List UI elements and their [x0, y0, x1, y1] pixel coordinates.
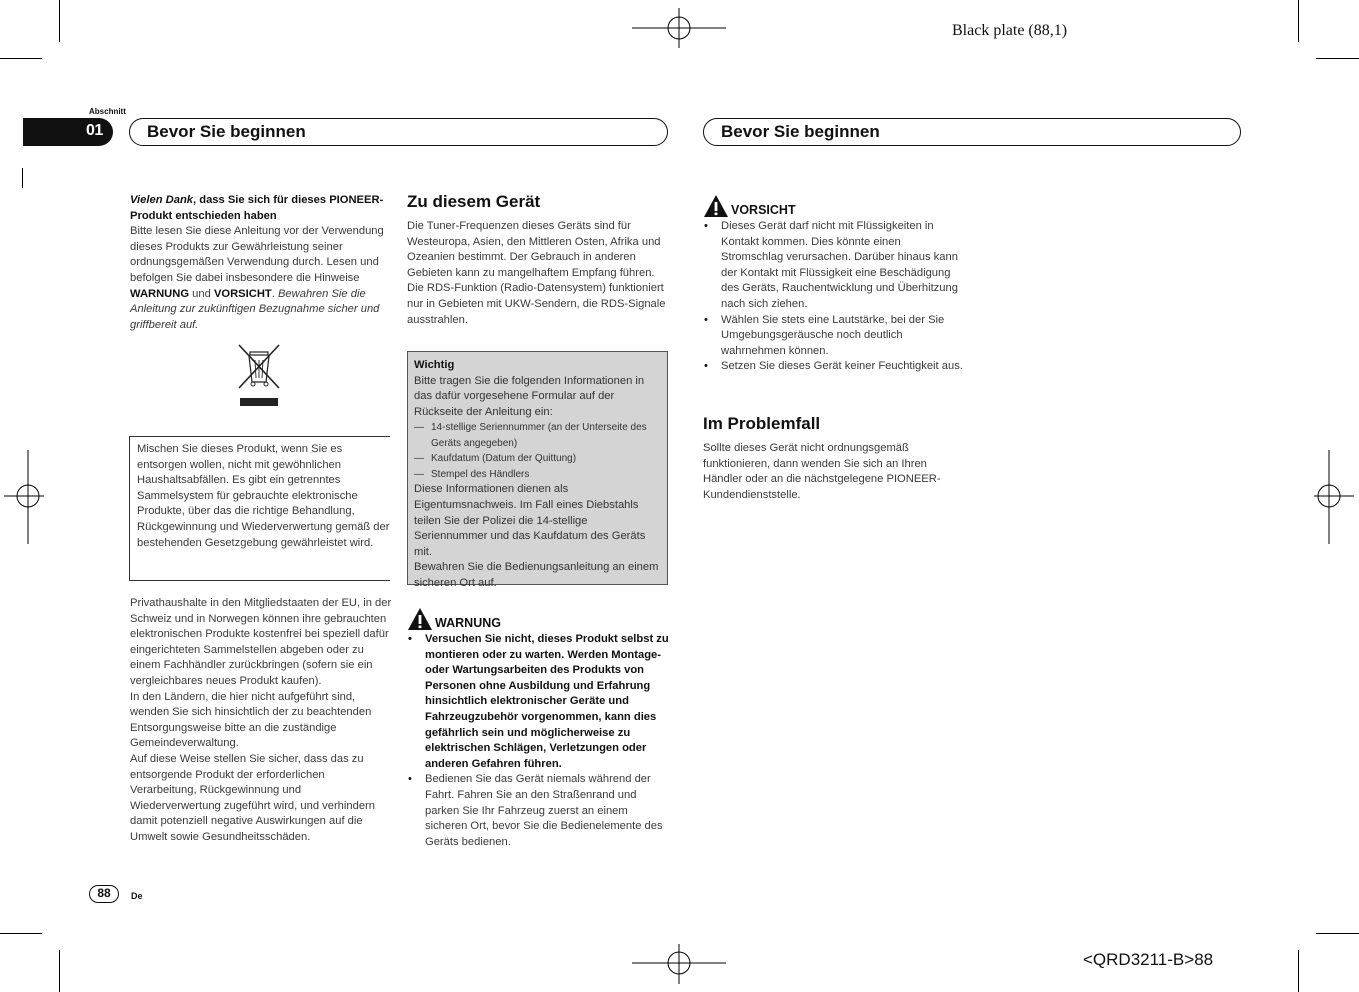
caution-triangle-icon — [703, 194, 729, 218]
list-item: • Wählen Sie stets eine Lautstärke, bei der Sie Umgebungsgeräusche noch deutlich wahrnehmen können. — [703, 313, 963, 360]
about-title: Zu diesem Gerät — [407, 192, 541, 211]
warning-triangle-icon — [407, 607, 433, 631]
registration-mark-bottom — [632, 944, 728, 984]
intro-body: Bitte lesen Sie diese Anleitung vor der Verwendung dieses Produkts zur Gewährleistung seiner ordnungsgemäßen Verwendung durch. Lesen und befolgen Sie dabei insbesondere die Hinweise WARNUNG und VORSICHT. Bewahren Sie die Anleitung zur zukünftigen Bezugnahme sicher und griffbereit auf. — [130, 225, 384, 331]
caution-title: VORSICHT — [731, 203, 796, 217]
section-label: Abschnitt — [89, 107, 126, 116]
registration-mark-top — [632, 8, 728, 48]
page-number-badge — [89, 885, 119, 903]
list-item: — Stempel des Händlers — [414, 468, 530, 480]
list-item: • Setzen Sie dieses Gerät keiner Feuchtigkeit aus. — [703, 359, 963, 375]
recycling-notice-text: Mischen Sie dieses Produkt, wenn Sie es entsorgen wollen, nicht mit gewöhnlichen Haushaltsabfällen. Es gibt ein getrenntes Sammelsystem für gebrauchte elektronische Produkte, über das die richtige Behandlung, Rückgewinnung und Wiederverwertung gemäß der bestehenden Gesetzgebung gewährleistet wird. — [137, 443, 390, 549]
disposal-paragraph: In den Ländern, die hier nicht aufgeführt sind, wenden Sie sich hinsichtlich der zu beachtenden Entsorgungsweise bitte an die zuständige Gemeindeverwaltung. — [130, 690, 372, 750]
disposal-paragraph: Privathaushalte in den Mitgliedstaaten der EU, in der Schweiz und in Norwegen können ihre gebrauchten elektronischen Produkte kostenfrei bei speziell dafür eingerichteten Sammelstellen abgeben oder zu einem Fachhändler zurückbringen (sofern sie ein vergleichbares neues Produkt kaufen). — [130, 597, 392, 687]
warning-title: WARNUNG — [435, 616, 501, 630]
about-body: Die Tuner-Frequenzen dieses Geräts sind für Westeuropa, Asien, den Mittleren Osten, Afrika und Ozeanien bestimmt. Der Gebrauch in anderen Gebieten kann zu mangelhaftem Empfang führen. Die RDS-Funktion (Radio-Datensystem) funktioniert nur in Gebieten mit UKW-Sendern, die RDS-Signale ausstrahlen. — [407, 220, 666, 326]
important-box — [407, 351, 668, 589]
registration-mark-left — [4, 450, 44, 544]
list-item: • Dieses Gerät darf nicht mit Flüssigkeiten in Kontakt kommen. Dies könnte einen Stromschlag verursachen. Darüber hinaus kann der Kontakt mit Flüssigkeit eine Beschädigung des Geräts, Rauchentwicklung und Überhitzung nach sich ziehen. — [703, 219, 963, 313]
header-title-left: Bevor Sie beginnen — [147, 122, 306, 141]
language-code: De — [131, 891, 143, 901]
important-title: Wichtig — [414, 359, 455, 371]
disposal-section — [130, 596, 392, 846]
header-title-right: Bevor Sie beginnen — [721, 122, 880, 141]
warning-list — [407, 632, 669, 850]
plate-label: Black plate (88,1) — [952, 22, 1068, 39]
section-number: 01 — [86, 122, 103, 139]
important-outro: Bewahren Sie die Bedienungsanleitung an einem sicheren Ort auf. — [414, 561, 659, 589]
intro-heading: Vielen Dank, dass Sie sich für dieses PIONEER-Produkt entschieden haben — [130, 194, 384, 222]
disposal-paragraph: Auf diese Weise stellen Sie sicher, dass das zu entsorgende Produkt der erforderlichen Verarbeitung, Rückgewinnung und Wiederverwertung zugeführt wird, und verhindern damit potenziell negative Auswirkungen auf die Umwelt sowie Gesundheitsschäden. — [130, 752, 376, 843]
header-bar-left — [129, 118, 668, 146]
header-bar-right — [703, 118, 1241, 146]
list-item: — Kaufdatum (Datum der Quittung) — [414, 453, 577, 465]
list-item: • Versuchen Sie nicht, dieses Produkt selbst zu montieren oder zu warten. Werden Montage- oder Wartungsarbeiten des Produkts von Personen ohne Ausbildung und Erfahrung hinsichtlich elektronischer Geräte und Fahrzeugzubehör vorgenommen, kann dies gefährlich sein und möglicherweise zu elektrischen Schlägen, Verletzungen oder anderen Gefahren führen. — [407, 632, 669, 772]
weee-crossed-bin-icon — [236, 342, 282, 408]
trouble-body: Sollte dieses Gerät nicht ordnungsgemäß funktionieren, dann wenden Sie sich an Ihren Händler oder an die nächstgelegene PIONEER-Kundendienststelle. — [703, 442, 941, 501]
list-item: • Bedienen Sie das Gerät niemals während der Fahrt. Fahren Sie an den Straßenrand und parken Sie Ihr Fahrzeug zuerst an einem sicheren Ort, bevor Sie die Bedienelemente des Geräts bedienen. — [407, 772, 669, 850]
page-number: 88 — [97, 886, 111, 900]
document-code: <QRD3211-B>88 — [1083, 950, 1214, 969]
important-list — [414, 420, 661, 482]
caution-list — [703, 219, 963, 375]
list-item: — 14-stellige Seriennummer (an der Unterseite des Geräts angegeben) — [414, 422, 647, 449]
important-intro: Bitte tragen Sie die folgenden Informationen in das dafür vorgesehene Formular auf der Rückseite der Anleitung ein: — [414, 374, 645, 418]
intro-section — [130, 193, 392, 333]
registration-mark-right — [1314, 450, 1354, 544]
important-outro: Diese Informationen dienen als Eigentumsnachweis. Im Fall eines Diebstahls teilen Sie der Polizei die 14-stellige Seriennummer und das Kaufdatum des Geräts mit. — [414, 483, 646, 558]
trouble-title: Im Problemfall — [703, 414, 821, 433]
recycling-notice-box — [129, 436, 390, 581]
